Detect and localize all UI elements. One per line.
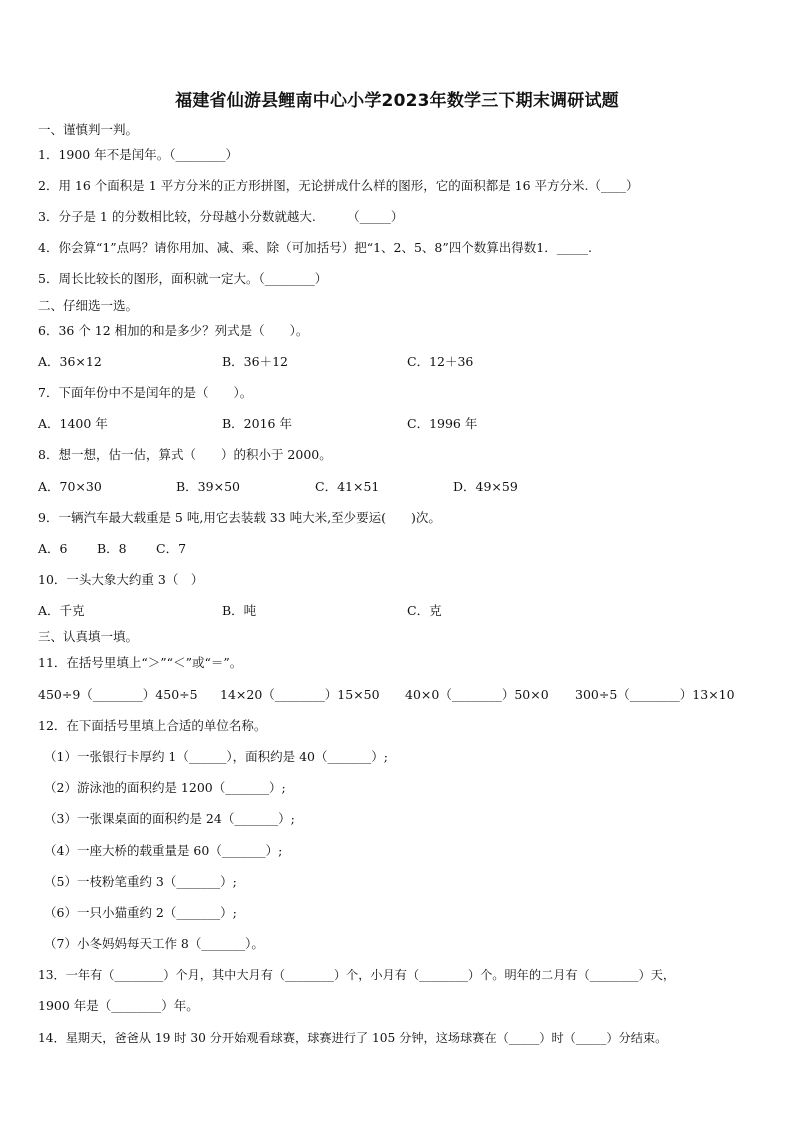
q10-option-c: C．克	[407, 603, 442, 618]
q6-option-a: A．36×12	[38, 354, 102, 369]
q10-option-a: A．千克	[38, 603, 85, 618]
q12-item-3: （3）一张课桌面的面积约是 24（_______）;	[44, 811, 295, 826]
q12-item-2: （2）游泳池的面积约是 1200（_______）;	[44, 780, 286, 795]
q6-option-c: C．12＋36	[407, 354, 474, 369]
question-13-line-2: 1900 年是（________）年。	[38, 998, 199, 1013]
q11-item-4: 300÷5（________）13×10	[575, 687, 735, 702]
question-12: 12．在下面括号里填上合适的单位名称。	[38, 718, 267, 733]
q12-item-5: （5）一枝粉笔重约 3（_______）;	[44, 874, 237, 889]
question-6: 6．36 个 12 相加的和是多少？列式是（ ）。	[38, 323, 309, 338]
q9-option-a: A．6	[38, 541, 68, 556]
question-1: 1．1900 年不是闰年。（________）	[38, 147, 238, 162]
q6-option-b: B．36＋12	[222, 354, 288, 369]
q11-item-1: 450÷9（________）450÷5	[38, 687, 198, 702]
q12-item-1: （1）一张银行卡厚约 1（______），面积约是 40（_______）;	[44, 749, 388, 764]
question-7: 7．下面年份中不是闰年的是（ ）。	[38, 385, 253, 400]
q10-option-b: B．吨	[222, 603, 257, 618]
question-11: 11．在括号里填上“＞”“＜”或“＝”。	[38, 655, 243, 670]
q12-item-4: （4）一座大桥的载重量是 60（_______）;	[44, 843, 283, 858]
section-heading-fill: 三、认真填一填。	[38, 629, 139, 644]
q9-option-b: B．8	[97, 541, 127, 556]
q8-option-b: B．39×50	[176, 479, 240, 494]
question-9: 9．一辆汽车最大载重是 5 吨,用它去装载 33 吨大米,至少要运( )次。	[38, 510, 441, 525]
q8-option-a: A．70×30	[38, 479, 102, 494]
page-title: 福建省仙游县鲤南中心小学2023年数学三下期末调研试题	[175, 91, 619, 111]
section-heading-judge: 一、谨慎判一判。	[38, 122, 139, 137]
q8-option-c: C．41×51	[315, 479, 380, 494]
q7-option-c: C．1996 年	[407, 416, 478, 431]
question-4: 4．你会算“1”点吗？请你用加、减、乘、除（可加括号）把“1、2、5、8”四个数算出得数1．_____.	[38, 240, 592, 255]
question-2: 2．用 16 个面积是 1 平方分米的正方形拼图，无论拼成什么样的图形，它的面积都是 16 平方分米.（____）	[38, 178, 639, 193]
q12-item-6: （6）一只小猫重约 2（_______）;	[44, 905, 237, 920]
question-8: 8．想一想，估一估，算式（ ）的积小于 2000。	[38, 447, 332, 462]
q12-item-7: （7）小冬妈妈每天工作 8（_______）。	[44, 936, 264, 951]
q11-item-2: 14×20（________）15×50	[220, 687, 380, 702]
q9-option-c: C．7	[156, 541, 187, 556]
question-10: 10．一头大象大约重 3（ ）	[38, 572, 204, 587]
q11-item-3: 40×0（________）50×0	[405, 687, 549, 702]
question-3: 3．分子是 1 的分数相比较，分母越小分数就越大. （_____）	[38, 209, 404, 224]
section-heading-choose: 二、仔细选一选。	[38, 298, 139, 313]
question-13-line-1: 13．一年有（________）个月，其中大月有（________）个，小月有（________）个。明年的二月有（________）天，	[38, 968, 676, 982]
question-14: 14．星期天，爸爸从 19 时 30 分开始观看球赛，球赛进行了 105 分钟，这场球赛在（_____）时（_____）分结束。	[38, 1031, 668, 1045]
question-5: 5．周长比较长的图形，面积就一定大。（________）	[38, 271, 328, 286]
q7-option-b: B．2016 年	[222, 416, 292, 431]
q8-option-d: D．49×59	[453, 479, 518, 494]
q7-option-a: A．1400 年	[38, 416, 108, 431]
